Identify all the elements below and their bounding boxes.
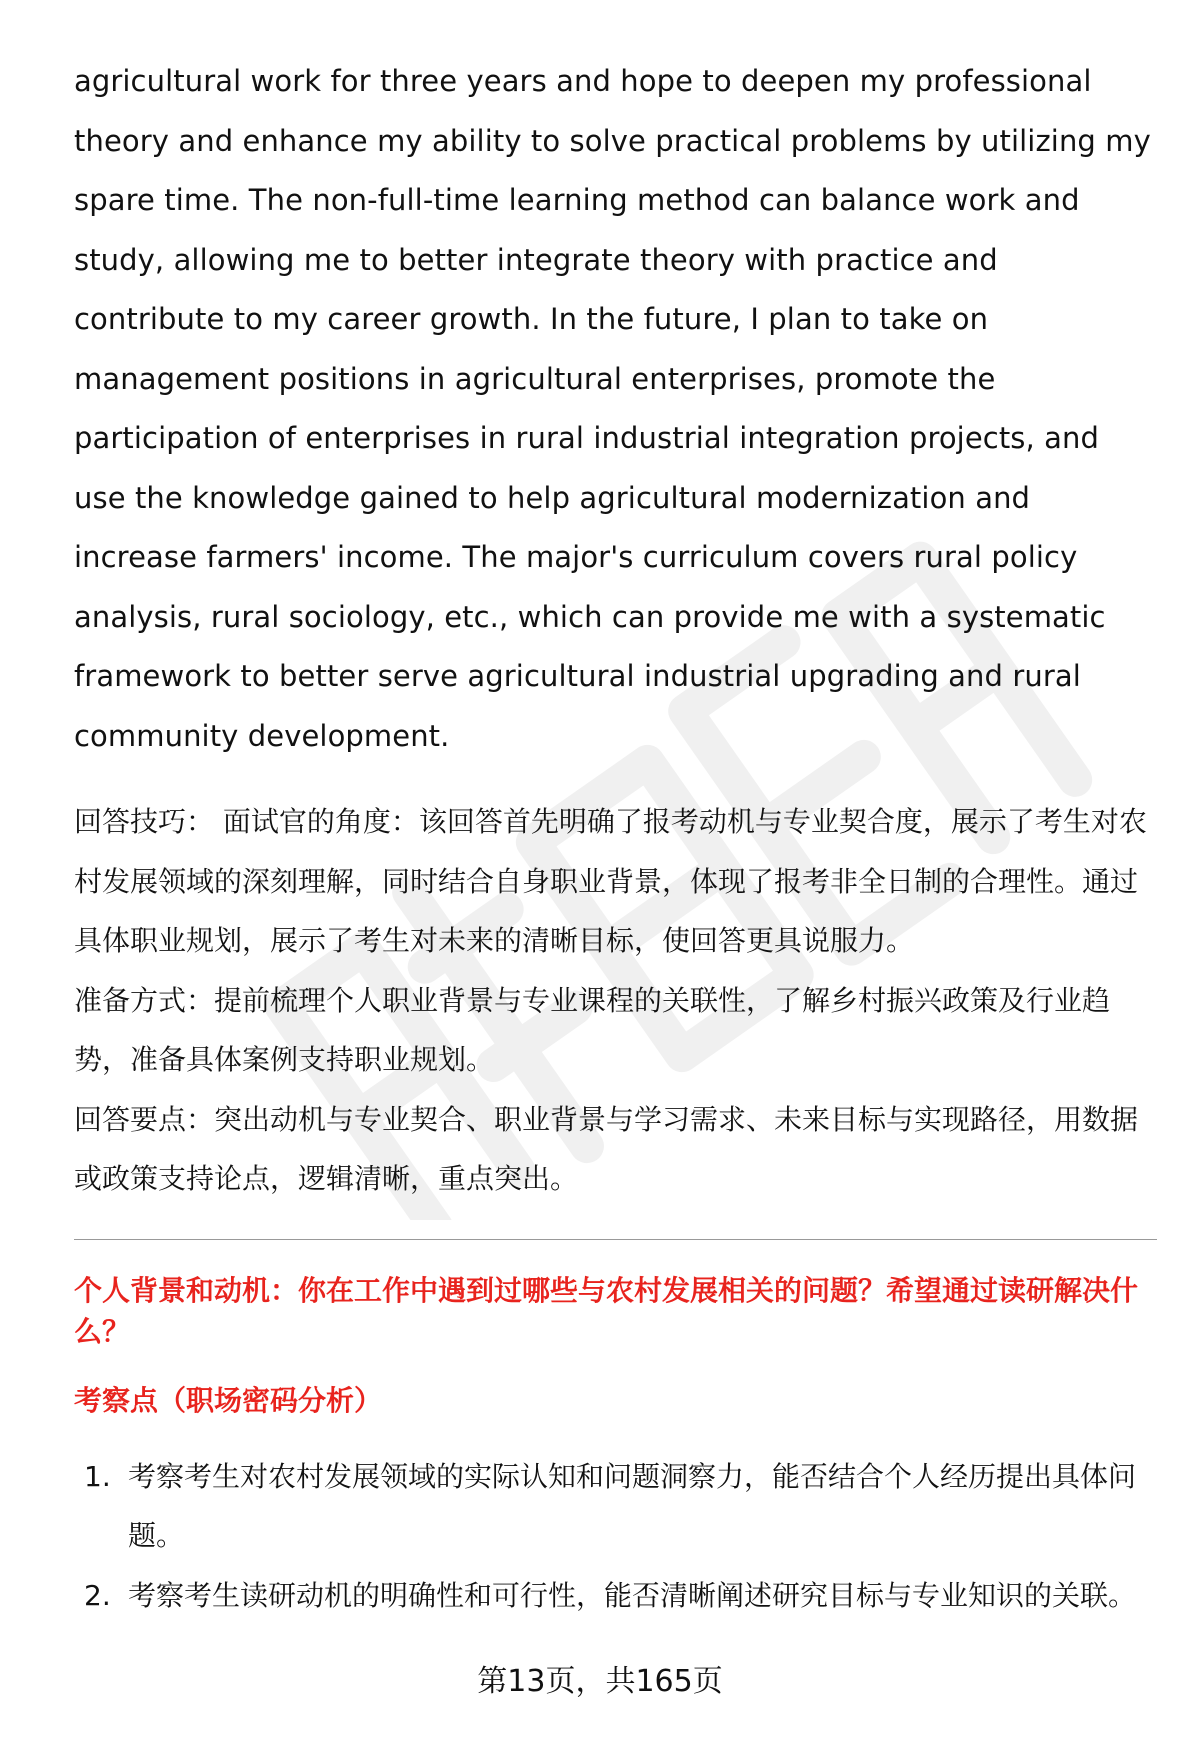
english-answer-paragraph: agricultural work for three years and hope to deepen my professional theory and enhance my ability to solve practical problems by utilizing my spare time. The non-full-time learning method can balance work and study, allowing me to better integrate theory with practice and contribute to my career growth. In the future, I plan to take on management positions in agricultural enterprises, promote the participation of enterprises in rural industrial integration projects, and use the knowledge gained to help agricultural modernization and increase farmers' income. The major's curriculum covers rural policy analysis, rural sociology, etc., which can provide me with a systematic framework to better serve agricultural industrial upgrading and rural community development. [74, 64, 1151, 753]
assessment-list [74, 1447, 1154, 1626]
list-item-number: 1. [84, 1459, 111, 1493]
list-item [74, 1447, 1154, 1566]
preparation-text: 准备方式：提前梳理个人职业背景与专业课程的关联性，了解乡村振兴政策及行业趋势，准备具体案例支持职业规划。 [74, 983, 1111, 1076]
section-divider [74, 1239, 1157, 1240]
list-item [74, 1566, 1154, 1626]
list-item-text: 考察考生对农村发展领域的实际认知和问题洞察力，能否结合个人经历提出具体问题。 [128, 1459, 1137, 1552]
answer-tips-block [74, 792, 1154, 1209]
answer-tips-text: 回答技巧： 面试官的角度：该回答首先明确了报考动机与专业契合度，展示了考生对农村发展领域的深刻理解，同时结合自身职业背景，体现了报考非全日制的合理性。通过具体职业规划，展示了考生对未来的清晰目标，使回答更具说服力。 [74, 805, 1147, 957]
question-title: 个人背景和动机：你在工作中遇到过哪些与农村发展相关的问题？希望通过读研解决什么？ [74, 1273, 1139, 1348]
page-footer: 第13页，共165页 [477, 1664, 723, 1699]
assessment-title: 考察点（职场密码分析） [74, 1383, 383, 1417]
key-points-text: 回答要点：突出动机与专业契合、职业背景与学习需求、未来目标与实现路径，用数据或政策支持论点，逻辑清晰，重点突出。 [74, 1102, 1139, 1195]
list-item-number: 2. [84, 1578, 111, 1612]
list-item-text: 考察考生读研动机的明确性和可行性，能否清晰阐述研究目标与专业知识的关联。 [128, 1578, 1137, 1612]
content-area [74, 52, 1154, 1653]
